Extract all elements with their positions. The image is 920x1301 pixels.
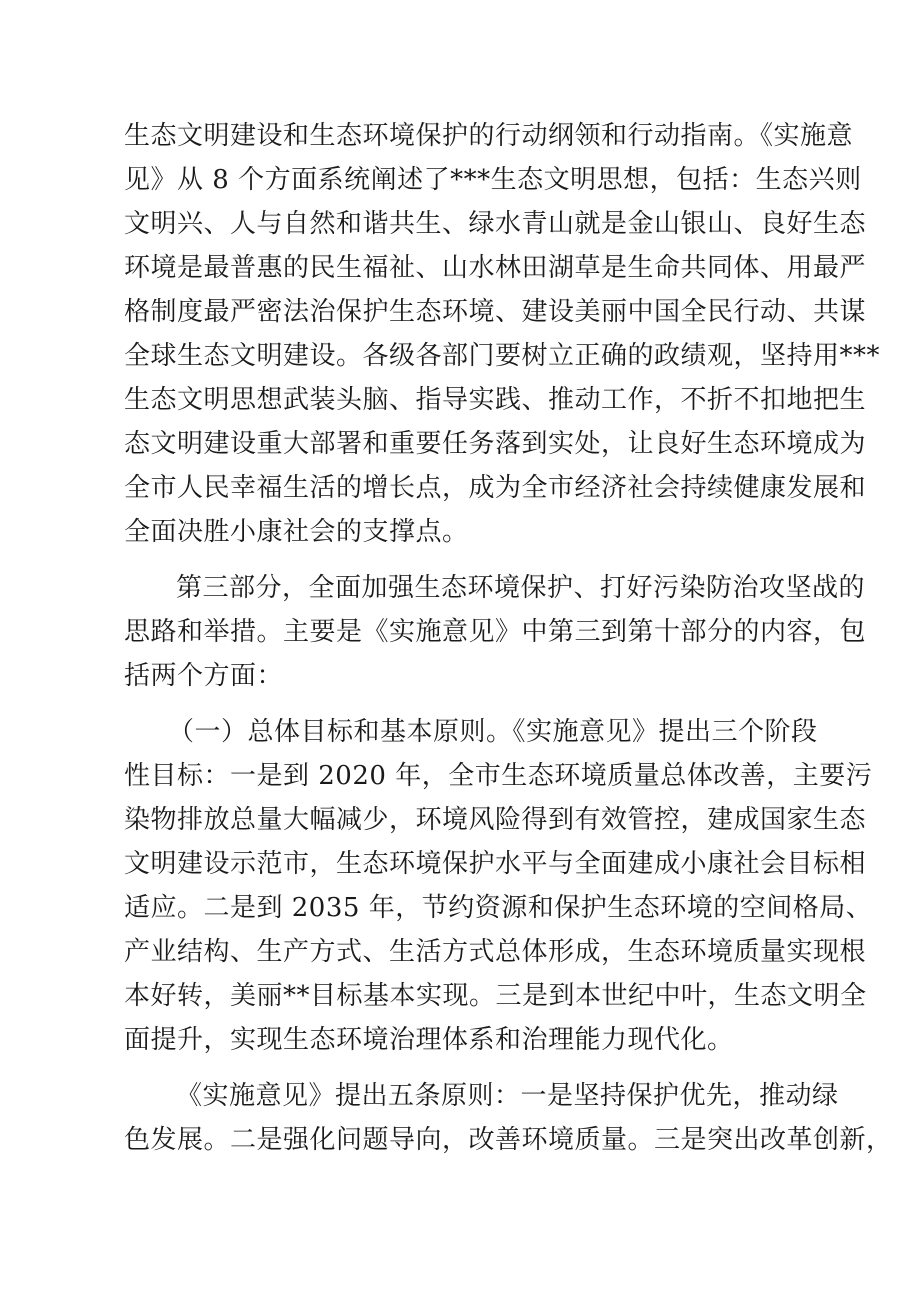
text-line: 第三部分，全面加强生态环境保护、打好污染防治攻坚战的 [176,573,866,603]
text-line: 适应。二是到 2035 年，节约资源和保护生态环境的空间格局、 [124,893,873,923]
text-line: 本好转，美丽**目标基本实现。三是到本世纪中叶，生态文明全 [124,981,867,1011]
text-line: 生态文明建设和生态环境保护的行动纲领和行动指南。《实施意 [124,121,854,151]
text-line: 见》从 8 个方面系统阐述了***生态文明思想，包括：生态兴则 [124,165,862,195]
paragraph-gap [124,698,814,710]
text-line: 产业结构、生产方式、生活方式总体形成，生态环境质量实现根 [124,937,867,967]
document-body [124,114,893,1162]
text-line: 全面决胜小康社会的支撑点。 [124,517,469,547]
paragraph [124,710,873,1062]
text-line: 生态文明思想武装头脑、指导实践、推动工作，不折不扣地把生 [124,385,867,415]
text-line: 格制度最严密法治保护生态环境、建设美丽中国全民行动、共谋 [124,297,867,327]
paragraph [124,114,881,554]
text-line: 文明建设示范市，生态环境保护水平与全面建成小康社会目标相 [124,849,867,879]
paragraph-gap [124,1062,814,1074]
text-line: 思路和举措。主要是《实施意见》中第三到第十部分的内容，包 [124,617,867,647]
text-line: 性目标：一是到 2020 年，全市生态环境质量总体改善，主要污 [124,761,873,791]
text-line: 全市人民幸福生活的增长点，成为全市经济社会持续健康发展和 [124,473,867,503]
text-line: 染物排放总量大幅减少，环境风险得到有效管控，建成国家生态 [124,805,867,835]
text-line: 面提升，实现生态环境治理体系和治理能力现代化。 [124,1025,734,1055]
text-line: 全球生态文明建设。各级各部门要树立正确的政绩观，坚持用*** [124,341,881,371]
text-line: （一）总体目标和基本原则。《实施意见》提出三个阶段 [168,717,818,747]
paragraph [124,566,867,698]
text-line: 色发展。二是强化问题导向，改善环境质量。三是突出改革创新， [124,1125,893,1155]
text-line: 括两个方面： [124,661,284,691]
paragraph [124,1074,893,1162]
text-line: 《实施意见》提出五条原则：一是坚持保护优先，推动绿 [176,1081,839,1111]
text-line: 文明兴、人与自然和谐共生、绿水青山就是金山银山、良好生态 [124,209,867,239]
text-line: 态文明建设重大部署和重要任务落到实处，让良好生态环境成为 [124,429,867,459]
text-line: 环境是最普惠的民生福祉、山水林田湖草是生命共同体、用最严 [124,253,867,283]
paragraph-gap [124,554,814,566]
